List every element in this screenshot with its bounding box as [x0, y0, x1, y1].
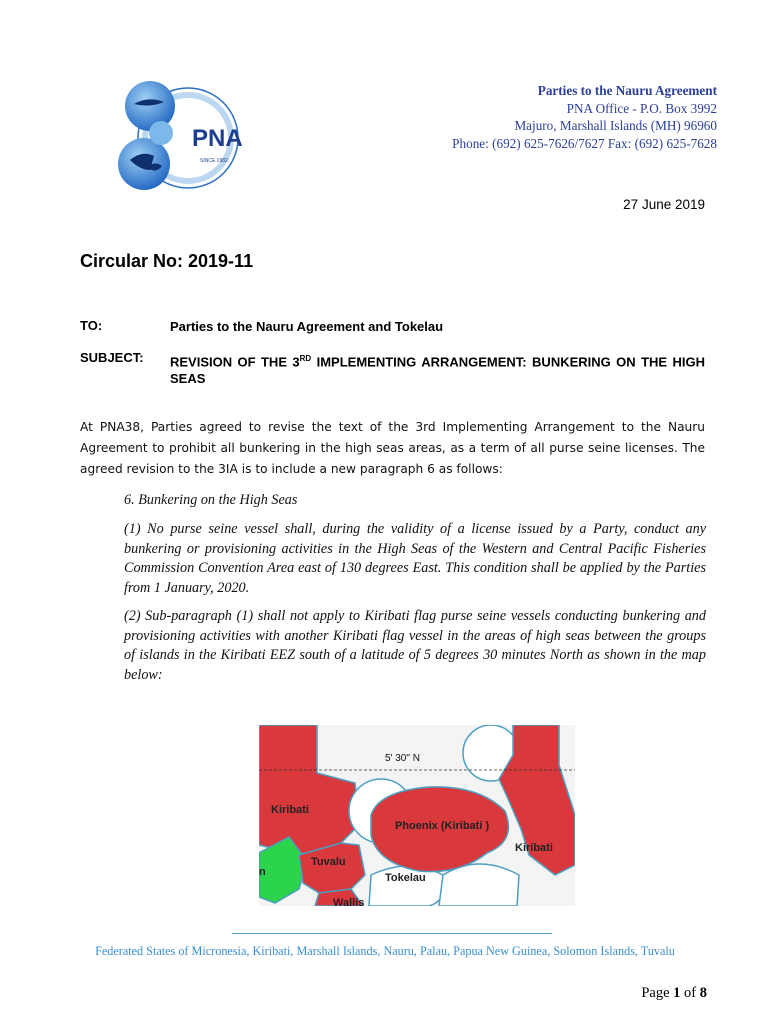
logo-text: PNA: [192, 125, 242, 152]
footer-members: Federated States of Micronesia, Kiribati, Marshall Islands, Nauru, Palau, Papua New Guinea, Solomon Islands, Tuvalu: [95, 944, 675, 958]
map-label-edge: n: [259, 866, 266, 878]
map-label-phoenix: Phoenix (Kiribati ): [395, 820, 490, 832]
footer-divider: [232, 933, 552, 934]
document-date: 27 June 2019: [623, 197, 705, 212]
map-label-kiribati-west: Kiribati: [271, 804, 309, 816]
map-label-tuvalu: Tuvalu: [311, 856, 346, 868]
subject-value: REVISION OF THE 3RD IMPLEMENTING ARRANGEMENT: BUNKERING ON THE HIGH SEAS: [170, 354, 705, 387]
page-number: Page 1 of 8: [641, 985, 707, 1001]
address-line: PNA Office - P.O. Box 3992: [566, 100, 717, 116]
map-label-kiribati-east: Kiribati: [515, 842, 553, 854]
subject-label: SUBJECT:: [80, 350, 144, 365]
contact-line: Phone: (692) 625-7626/7627 Fax: (692) 625-7628: [452, 135, 717, 151]
clause-paragraph-2: (2) Sub-paragraph (1) shall not apply to Kiribati flag purse seine vessels conducting bunkering and provisioning activities with another Kiribati flag vessel in the areas of high seas between the groups of islands in the Kiribati EEZ south of a latitude of 5 degrees 30 minutes North as shown in the map below:: [124, 608, 706, 683]
eez-map: [259, 725, 575, 906]
circular-title: Circular No: 2019-11: [80, 251, 254, 271]
map-label-tokelau: Tokelau: [385, 872, 426, 884]
to-value: Parties to the Nauru Agreement and Tokelau: [170, 319, 444, 334]
org-name: Parties to the Nauru Agreement: [537, 83, 717, 98]
map-label-wallis: Wallis: [333, 897, 365, 906]
body-paragraph: At PNA38, Parties agreed to revise the text of the 3rd Implementing Arrangement to the Nauru Agreement to prohibit all bunkering in the high seas areas, as a term of all purse seine licenses. The agreed revision to the 3IA is to include a new paragraph 6 as follows:: [80, 420, 705, 476]
clause-paragraph-1: (1) No purse seine vessel shall, during the validity of a license issued by a Party, conduct any bunkering or provisioning activities in the High Seas of the Western and Central Pacific Fisheries Commission Convention Area east of 130 degrees East. This condition shall be applied by the Parties from 1 January, 2020.: [124, 521, 706, 596]
to-label: TO:: [80, 318, 103, 333]
letterhead-address: [452, 82, 717, 152]
latitude-label: 5' 30" N: [385, 753, 420, 764]
svg-text:SINCE 1982: SINCE 1982: [200, 158, 228, 164]
pna-logo: [114, 76, 242, 194]
address-line: Majuro, Marshall Islands (MH) 96960: [514, 118, 717, 133]
clause-heading: 6. Bunkering on the High Seas: [124, 492, 298, 508]
